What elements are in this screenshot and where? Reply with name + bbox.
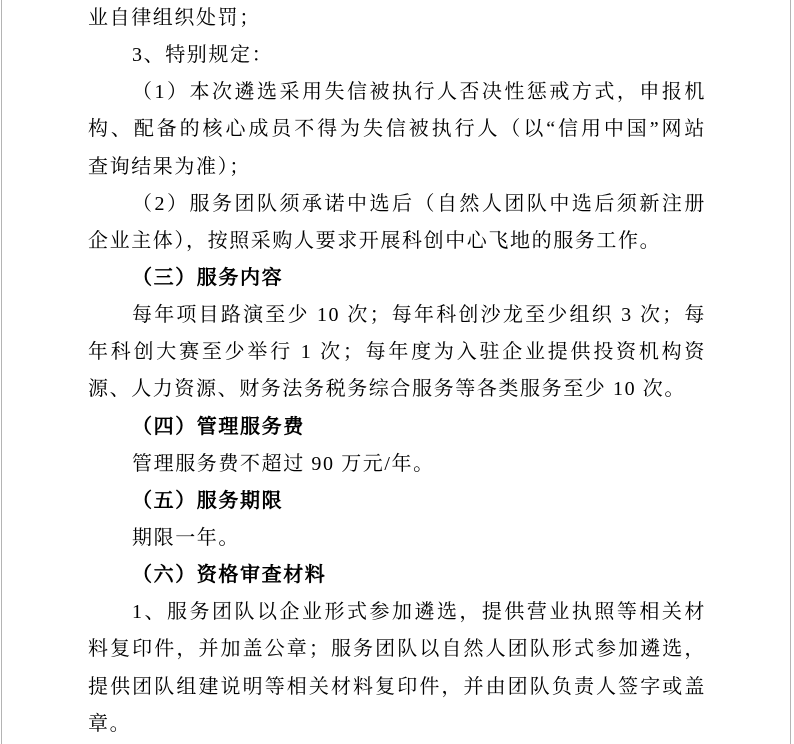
- text-line: 3、特别规定：: [132, 44, 274, 67]
- paragraph: [88, 74, 706, 185]
- text-line: （五）服务期限: [132, 489, 284, 512]
- paragraph: [88, 186, 706, 260]
- text-line: 每年项目路演至少 10 次；每年科创沙龙至少组织 3 次；每: [132, 304, 706, 327]
- text-line: 料复印件，并加盖公章；服务团队以自然人团队形式参加遴选，: [88, 638, 706, 661]
- text-line: （1）本次遴选采用失信被执行人否决性惩戒方式，申报机: [132, 81, 706, 104]
- text-line: （三）服务内容: [132, 266, 284, 289]
- text-line: 构、配备的核心成员不得为失信被执行人（以“信用中国”网站: [88, 118, 706, 141]
- text-line: 企业主体），按照采购人要求开展科创中心飞地的服务工作。: [88, 229, 662, 252]
- text-line: （六）资格审查材料: [132, 564, 327, 587]
- text-line: 管理服务费不超过 90 万元/年。: [132, 452, 435, 475]
- paragraph: [88, 0, 706, 37]
- paragraph: [88, 520, 706, 557]
- text-line: 章。: [88, 712, 132, 735]
- page-left-edge-line: [1, 0, 2, 744]
- text-line: 源、人力资源、财务法务税务综合服务等各类服务至少 10 次。: [88, 378, 686, 401]
- paragraph: [88, 446, 706, 483]
- text-line: 业自律组织处罚；: [88, 7, 261, 29]
- section-heading: [88, 483, 706, 520]
- document-body: [88, 0, 706, 743]
- text-line: （2）服务团队须承诺中选后（自然人团队中选后须新注册: [132, 192, 706, 215]
- section-heading: [88, 260, 706, 297]
- paragraph: [88, 297, 706, 408]
- section-heading: [88, 557, 706, 594]
- text-line: 1、服务团队以企业形式参加遴选，提供营业执照等相关材: [132, 601, 706, 624]
- text-line: 年科创大赛至少举行 1 次；每年度为入驻企业提供投资机构资: [88, 341, 706, 364]
- text-line: （四）管理服务费: [132, 415, 305, 438]
- paragraph: [88, 594, 706, 743]
- page-right-edge-line: [790, 0, 791, 744]
- text-line: 期限一年。: [132, 526, 240, 549]
- text-line: 查询结果为准）；: [88, 155, 251, 178]
- paragraph: [88, 37, 706, 74]
- text-line: 提供团队组建说明等相关材料复印件，并由团队负责人签字或盖: [88, 675, 706, 698]
- section-heading: [88, 409, 706, 446]
